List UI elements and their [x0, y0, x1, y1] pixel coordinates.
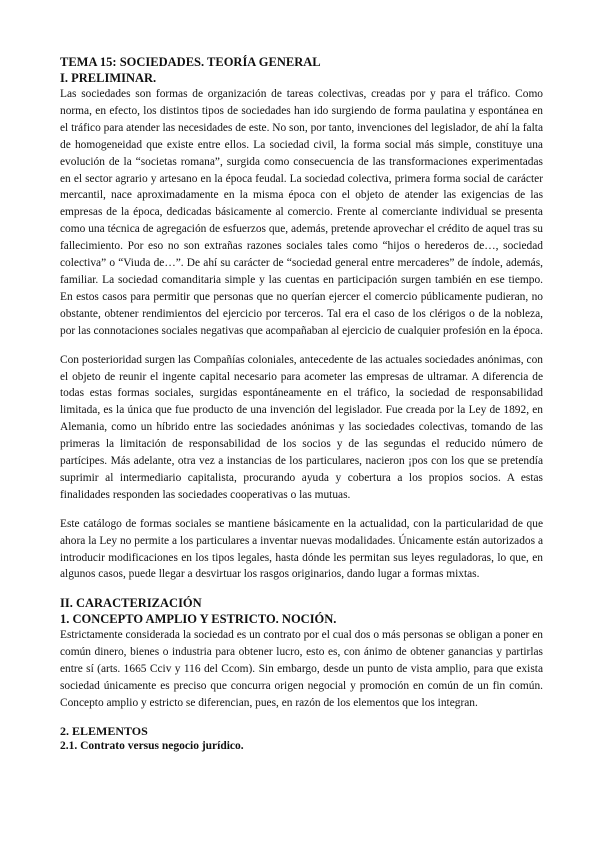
subheading-concepto: 1. CONCEPTO AMPLIO Y ESTRICTO. NOCIÓN.	[60, 612, 337, 627]
paragraph-2: Con posterioridad surgen las Compañías coloniales, antecedente de las actuales sociedades anónimas, con el objeto de reunir el ingente capital necesario para acometer las empresas de ultramar. A diferencia de todas estas formas sociales, surgidas espontáneamente en el tráfico, la sociedad de responsabilidad limitada, es la única que fue producto de una invención del legislador. Fue creada por la Ley de 1892, en Alemania, como un híbrido entre las sociedades anónimas y las sociedades colectivas, tomando de las primeras la limitación de responsabilidad de los socios y de las segundas el reducido número de partícipes. Más adelante, otra vez a instancias de los particulares, nacieron ¡pos con los que se pretendía suprimir al intermediario capitalista, procurando ayuda y cobertura a los propios socios. A estas finalidades responden las sociedades cooperativas o las mutuas.	[60, 353, 543, 501]
section-heading-preliminar: I. PRELIMINAR.	[60, 71, 157, 85]
paragraph-4: Estrictamente considerada la sociedad es un contrato por el cual dos o más personas se obligan a poner en común dinero, bienes o industria para obtener lucro, esto es, con ánimo de obtener ganancias y partirlas entre sí (arts. 1665 Cciv y 116 del Ccom). Sin embargo, desde un punto de vista amplio, para que exista sociedad únicamente es preciso que concurra origen negocial y promoción en común de un fin común. Concepto amplio y estricto se diferencian, pues, en razón de los elementos que los integran.	[60, 629, 543, 709]
document-page	[60, 54, 543, 754]
paragraph-3: Este catálogo de formas sociales se mantiene básicamente en la actualidad, con la particularidad de que ahora la Ley no permite a los particulares a inventar nuevas modalidades. Únicamente están autorizados a introducir modificaciones en los tipos legales, hasta dónde les permitan sus leyes reguladoras, lo que, en algunos casos, puede llegar a desvirtuar los rasgos originarios, dando lugar a formas mixtas.	[60, 517, 543, 581]
section-heading-caracterizacion: II. CARACTERIZACIÓN	[60, 596, 202, 611]
paragraph-1: Las sociedades son formas de organización de tareas colectivas, creadas por y para el tráfico. Como norma, en efecto, los distintos tipos de sociedades han ido surgiendo de forma paulatina y espontánea en el tráfico para atender las necesidades de este. No son, por tanto, invenciones del legislador, de ahí la falta de homogeneidad que existe entre ellos. La sociedad civil, la forma social más simple, constituye una evolución de la “societas romana”, surgida como consecuencia de las transformaciones experimentadas en el sector agrario y artesano en la época feudal. La sociedad colectiva, primera forma social de carácter mercantil, nace aproximadamente en la misma época con el objeto de atender las exigencias de las empresas de la época, dedicadas básicamente al comercio. Frente al comerciante individual se presenta como una técnica de agregación de esfuerzos que, además, pretende aprovechar el crédito de aquel tras su fallecimiento. Por eso no son extrañas razones sociales tales como “hijos o herederos de…, sociedad colectiva” o “Viuda de…”. De ahí su carácter de “sociedad general entre mercaderes” de índole, además, familiar. La sociedad comanditaria simple y las cuentas en participación surgen también en ese tiempo. En estos casos para permitir que personas que no querían ejercer el comercio públicamente pudieran, no obstante, obtener rendimientos del ejercicio por terceros. Tal era el caso de los clérigos o de la nobleza, por las connotaciones sociales negativas que acompañaban al ejercicio de cualquier profesión en la época.	[60, 88, 543, 337]
subheading-elementos: 2. ELEMENTOS	[60, 723, 148, 738]
document-title: TEMA 15: SOCIEDADES. TEORÍA GENERAL	[60, 55, 321, 69]
subheading-contrato: 2.1. Contrato versus negocio jurídico.	[60, 739, 244, 752]
